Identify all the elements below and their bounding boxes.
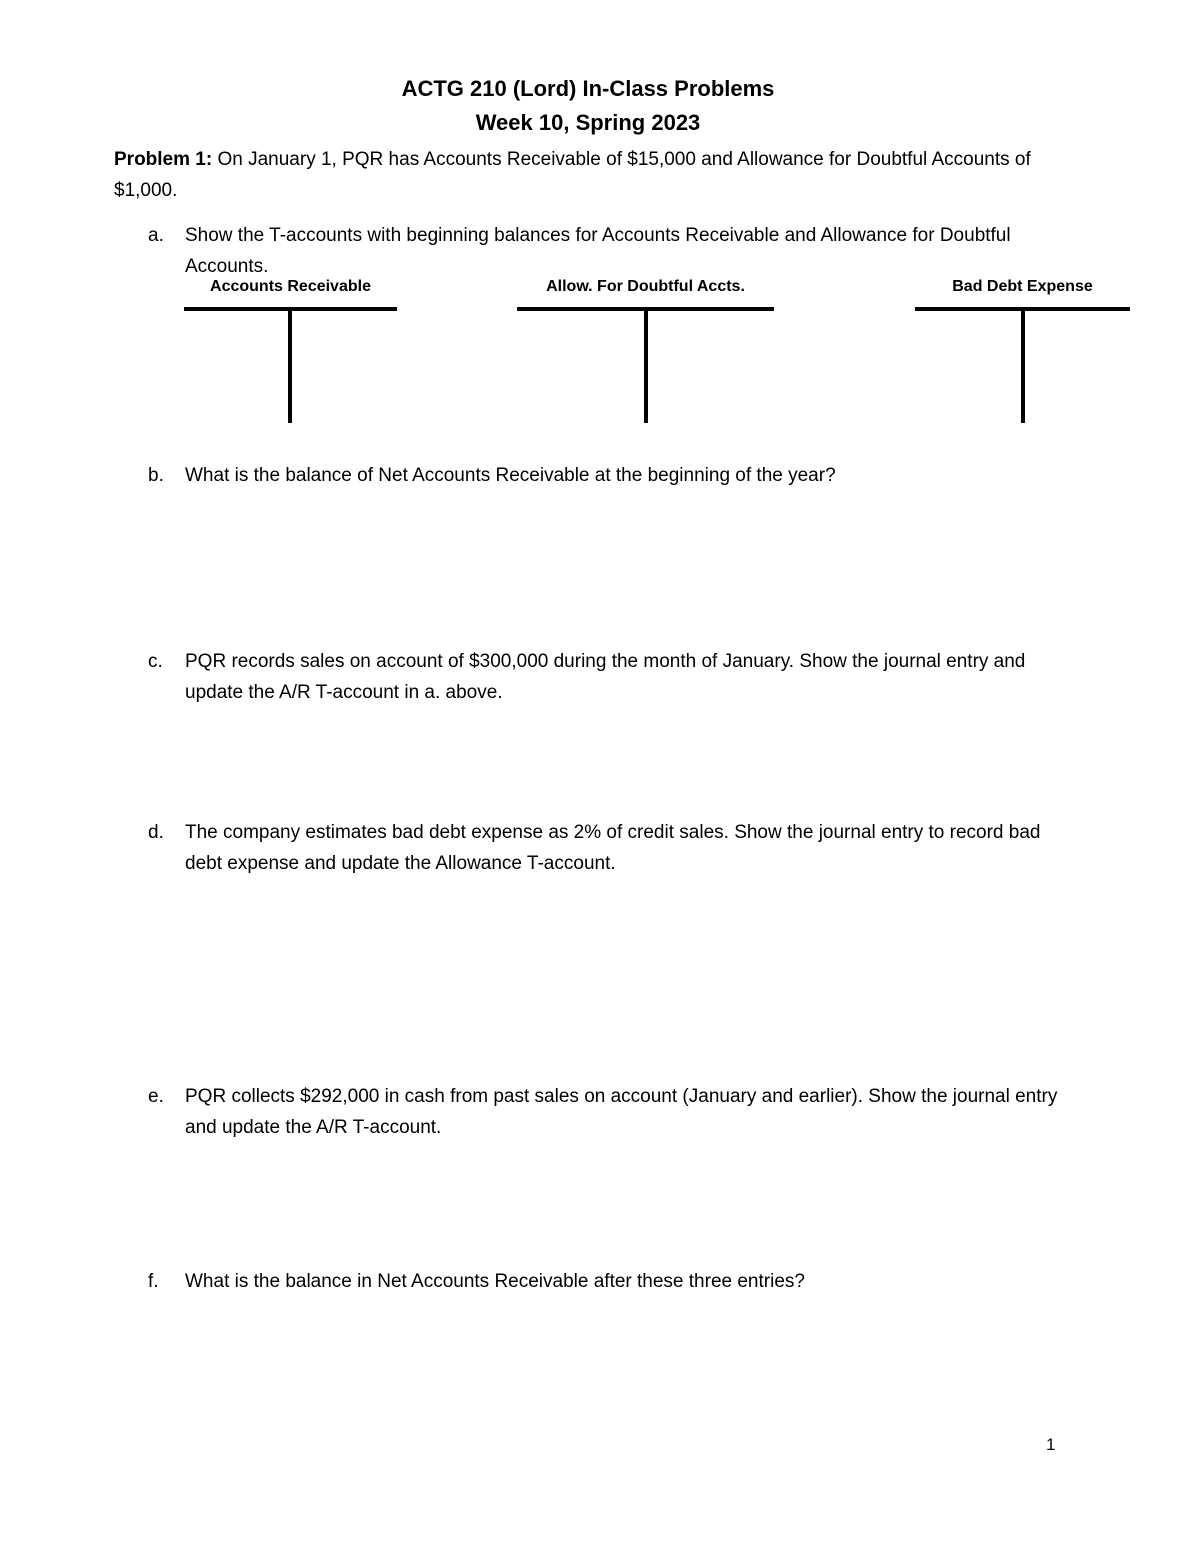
- question-marker: b.: [148, 465, 164, 486]
- problem-label: Problem 1:: [114, 149, 213, 170]
- question-text: PQR records sales on account of $300,000 during the month of January. Show the journal entry and update the A/R T-account in a. above.: [185, 651, 1026, 703]
- question-marker: f.: [148, 1271, 159, 1292]
- t-account-label: Allow. For Doubtful Accts.: [546, 278, 745, 295]
- problem-intro-text: On January 1, PQR has Accounts Receivable of $15,000 and Allowance for Doubtful Accounts of $1,000.: [114, 149, 1031, 201]
- question-marker: a.: [148, 225, 164, 246]
- question-marker: c.: [148, 651, 163, 672]
- question-text: PQR collects $292,000 in cash from past sales on account (January and earlier). Show the journal entry and update the A/R T-account.: [185, 1086, 1058, 1138]
- question-text: What is the balance of Net Accounts Receivable at the beginning of the year?: [185, 465, 836, 486]
- question-marker: d.: [148, 822, 164, 843]
- t-account-label: Accounts Receivable: [210, 278, 371, 295]
- t-account-stem: [644, 307, 648, 423]
- question-text: The company estimates bad debt expense as 2% of credit sales. Show the journal entry to record bad debt expense and update the Allowance T-account.: [185, 822, 1041, 874]
- t-account-label: Bad Debt Expense: [952, 278, 1093, 295]
- page-number: 1: [1046, 1435, 1056, 1454]
- question-text: Show the T-accounts with beginning balances for Accounts Receivable and Allowance for Doubtful Accounts.: [185, 225, 1011, 277]
- document-title: ACTG 210 (Lord) In-Class Problems: [401, 76, 775, 101]
- t-account-stem: [1021, 307, 1025, 423]
- problem-intro: [114, 144, 1074, 206]
- t-account-stem: [288, 307, 292, 423]
- question-marker: e.: [148, 1086, 164, 1107]
- document-subtitle: Week 10, Spring 2023: [475, 110, 701, 135]
- question-text: What is the balance in Net Accounts Receivable after these three entries?: [185, 1271, 805, 1292]
